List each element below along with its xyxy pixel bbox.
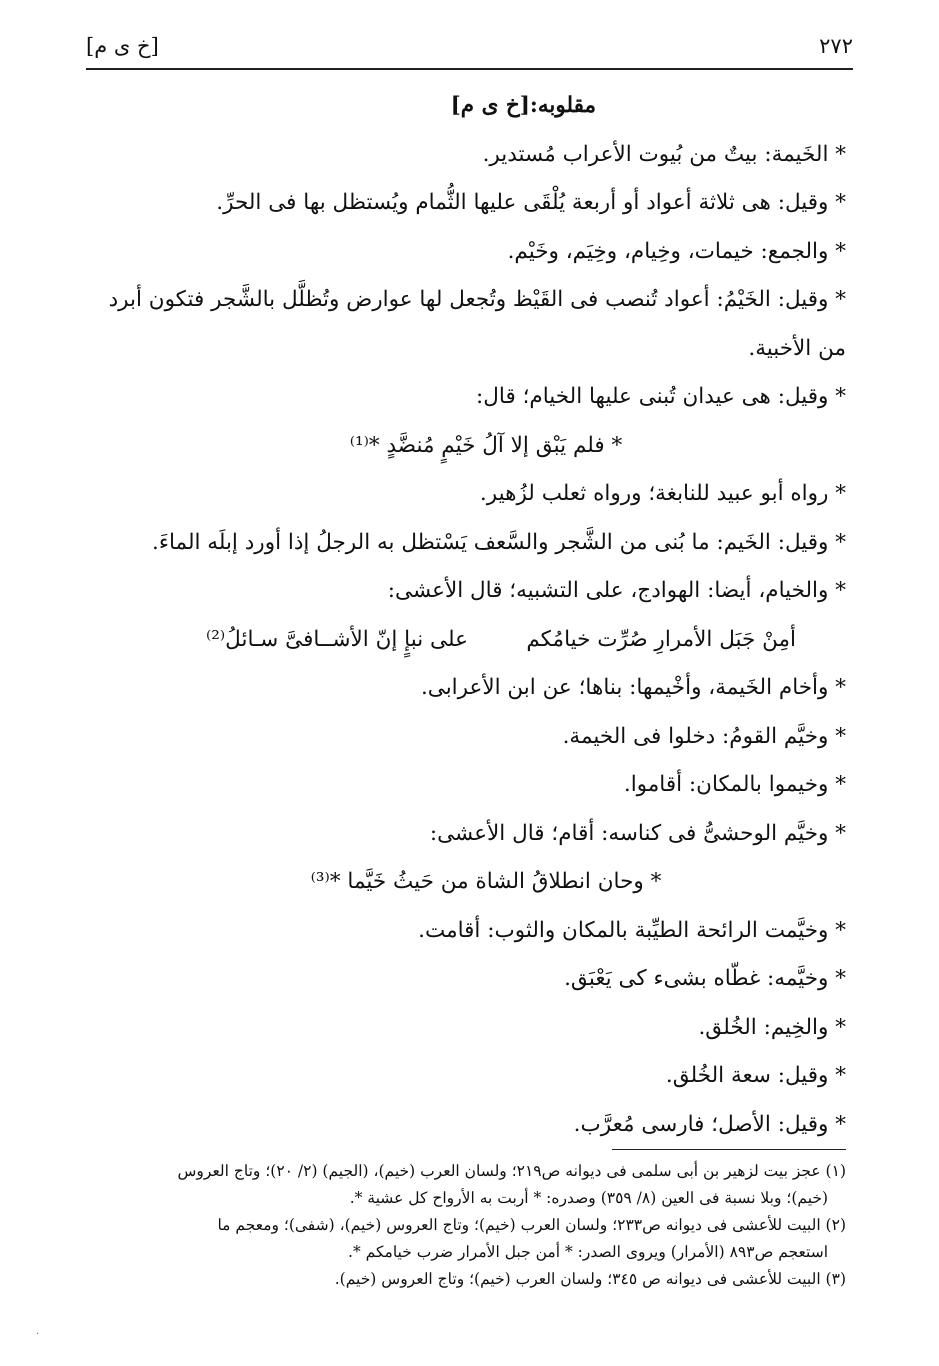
header-divider	[86, 68, 853, 70]
text-line: * وقيل: سعة الخُلق.	[665, 1063, 846, 1088]
page-header	[86, 30, 853, 70]
text-line: * وخيموا بالمكان: أقاموا.	[623, 772, 846, 797]
text-line: * والجمع: خيمات، وخِيام، وخِيَم، وخَيْم.	[507, 238, 846, 264]
text-line: * وخيَّمت الرائحة الطيِّبة بالمكان والثوب: أقامت.	[418, 917, 846, 943]
footnotes	[86, 1158, 846, 1293]
text-line: * وأخام الخَيمة، وأخْيمها: بناها؛ عن ابن الأعرابى.	[420, 675, 846, 700]
footnote-divider	[612, 1149, 846, 1150]
page-number: ٢٧٢	[819, 34, 853, 58]
margin-mark: .	[36, 1326, 40, 1337]
text-line: * وقيل: هى عيدان تُبنى عليها الخيام؛ قال:	[476, 384, 846, 409]
text-line: * وقيل: الخَيْمُ: أعواد تُنصب فى القَيْظ وتُجعل لها عوارض وتُظلَّل بالشَّجر فتكون أبرد	[108, 287, 846, 312]
footnote-continuation: (خيم)؛ وبلا نسبة فى العين (٨/ ٣٥٩) وصدره: * أربت به الأرواح كل عشية *.	[349, 1189, 828, 1207]
text-line: * وخيَّم الوحشىُّ فى كناسه: أقام؛ قال الأعشى:	[429, 820, 846, 846]
footnote: (٢) البيت للأعشى فى ديوانه ص٢٣٣؛ ولسان العرب (خيم)؛ وتاج العروس (خيم)، (شفى)؛ ومعجم ما	[217, 1216, 846, 1234]
text-line: * وخيَّمه: غطّاه بشىء كى يَعْبَق.	[564, 966, 846, 991]
verse-second-hemistich: على نبإٍ إنّ الأشــافىَّ سـائلُ⁽²⁾	[206, 626, 468, 652]
section-title: مقلوبه:[خ ى م]	[450, 93, 596, 118]
verse-first-hemistich: أمِنْ جَبَل الأمرارِ صُرِّت خيامُكم	[526, 626, 796, 652]
text-line: من الأخبية.	[748, 335, 846, 361]
main-text	[86, 82, 846, 1149]
verse-line: * فلم يَبْق إلا آلُ خَيْمٍ مُنضَّدٍ *⁽¹⁾	[349, 432, 623, 458]
text-line: * وقيل: الخَيم: ما بُنى من الشَّجر والسَّعف يَسْتظل به الرجلُ إذا أورد إبلَه الماءَ.	[152, 529, 846, 555]
text-line: * وخيَّم القومُ: دخلوا فى الخيمة.	[562, 723, 846, 749]
verse-couplet	[86, 616, 846, 665]
text-line: * وقيل: هى ثلاثة أعواد أو أربعة يُلْقَى عليها الثُّمام ويُستظل بها فى الحرِّ.	[216, 190, 846, 215]
text-line: * والخِيم: الخُلق.	[698, 1014, 846, 1040]
running-head: [خ ى م]	[86, 34, 159, 58]
text-line: * والخيام، أيضا: الهوادج، على التشبيه؛ قال الأعشى:	[387, 578, 846, 603]
text-line: * رواه أبو عبيد للنابغة؛ ورواه ثعلب لزُهير.	[479, 481, 846, 506]
text-line: * الخَيمة: بيتٌ من بُيوت الأعراب مُستدير.	[482, 141, 846, 167]
text-line: * وقيل: الأصل؛ فارسى مُعرَّب.	[573, 1111, 846, 1137]
footnote: (١) عجز بيت لزهير بن أبى سلمى فى ديوانه ص٢١٩؛ ولسان العرب (خيم)، (الجيم) (٢/ ٢٠)؛ وتاج العروس	[177, 1162, 846, 1180]
footnote-continuation: استعجم ص٨٩٣ (الأمرار) ويروى الصدر: * أمن جبل الأمرار ضرب خيامكم *.	[348, 1243, 828, 1261]
verse-line: * وحان انطلاقُ الشاة من حَيثُ خَيَّما *⁽³⁾	[310, 869, 662, 894]
footnote: (٣) البيت للأعشى فى ديوانه ص ٣٤٥؛ ولسان العرب (خيم)؛ وتاج العروس (خيم).	[334, 1270, 846, 1288]
